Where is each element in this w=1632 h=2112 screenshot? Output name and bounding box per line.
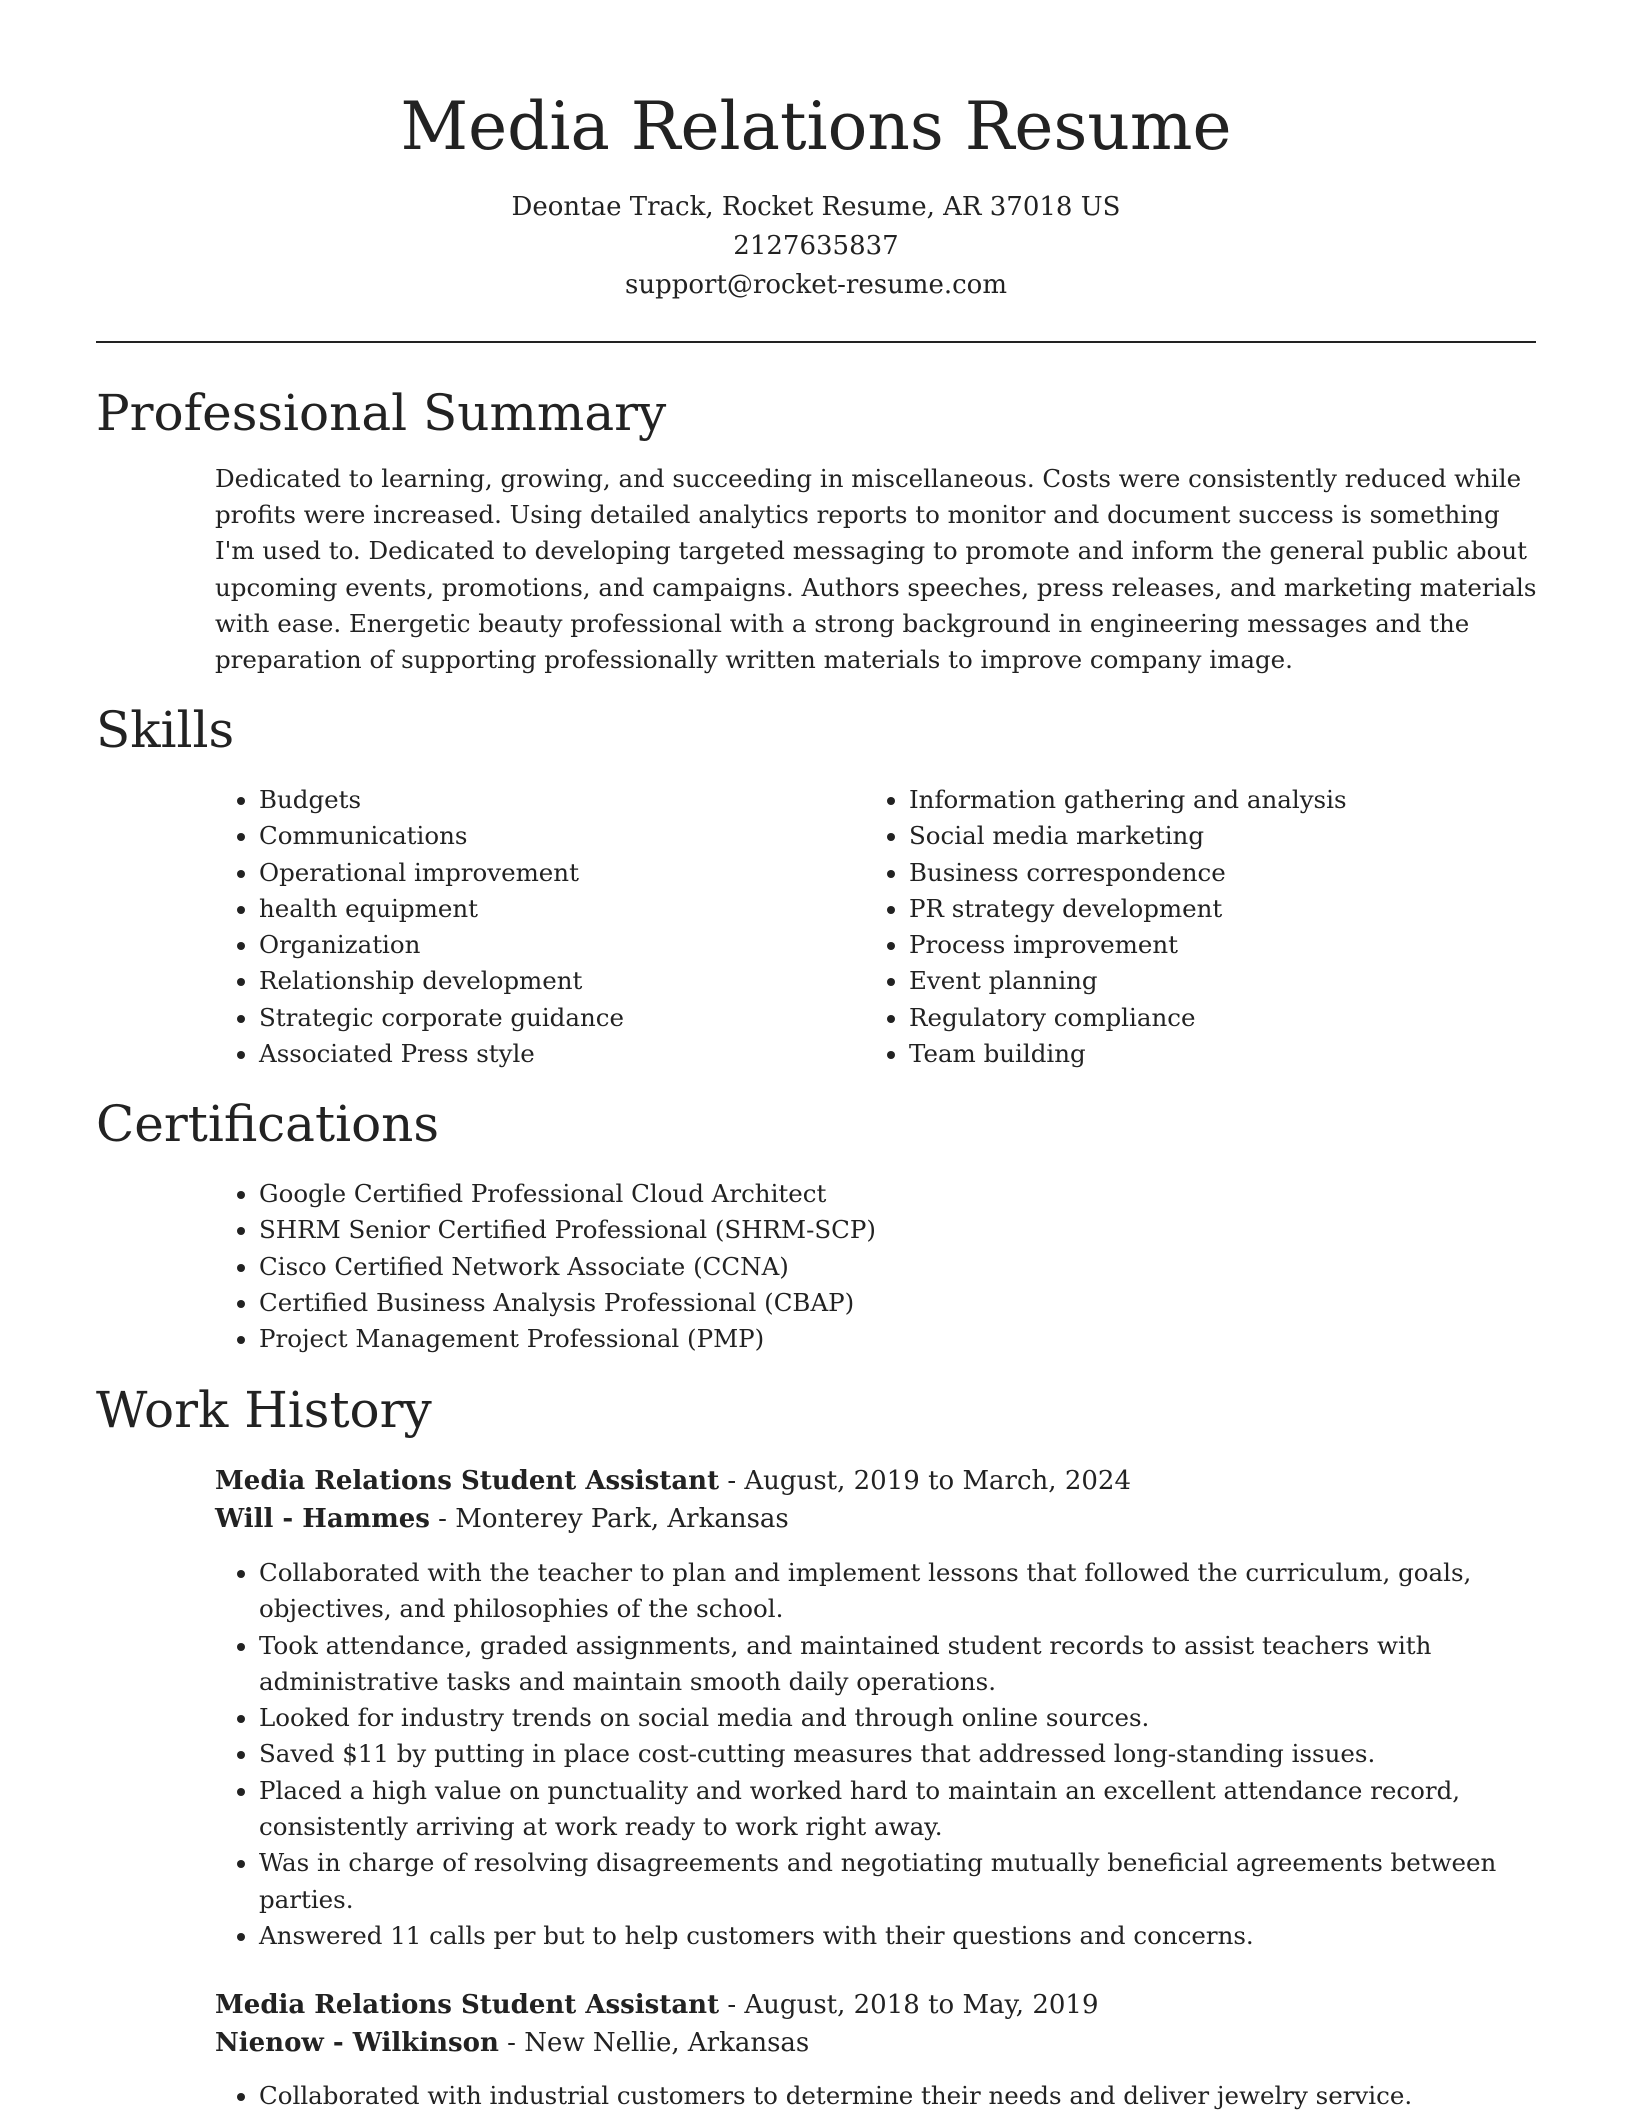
skill-item: • Relationship development: [259, 963, 859, 999]
job-duties-list: [215, 1555, 1499, 1954]
job-duty-item: • Looked for industry trends on social media and through online sources.: [259, 1700, 1499, 1736]
skill-item: • health equipment: [259, 891, 859, 927]
skill-item: • Business correspondence: [909, 855, 1549, 891]
certifications-heading: Certifications: [96, 1095, 440, 1153]
job-duty-item: • Collaborated with industrial customers to determine their needs and deliver jewelry service.: [259, 2078, 1499, 2112]
job-location: - New Nellie, Arkansas: [498, 2028, 810, 2058]
work-history-heading: Work History: [96, 1381, 432, 1439]
job-title: Media Relations Student Assistant: [215, 1466, 720, 1496]
skill-item: • Event planning: [909, 963, 1549, 999]
certification-item: • Project Management Professional (PMP): [259, 1321, 1459, 1357]
skill-item: • Communications: [259, 818, 859, 854]
job-company-line: [215, 2024, 1535, 2062]
job-location: - Monterey Park, Arkansas: [429, 1504, 789, 1534]
job-duty-item: • Placed a high value on punctuality and worked hard to maintain an excellent attendance record, consistently arriving at work ready to work right away.: [259, 1773, 1499, 1846]
certification-item: • Google Certified Professional Cloud Architect: [259, 1176, 1459, 1212]
header-divider: [96, 341, 1536, 343]
resume-header: [96, 82, 1536, 305]
certifications-list: [215, 1176, 1459, 1357]
summary-heading: Professional Summary: [96, 384, 667, 442]
skill-item: • Associated Press style: [259, 1036, 859, 1072]
contact-email: support@rocket-resume.com: [624, 270, 1007, 300]
skill-item: • PR strategy development: [909, 891, 1549, 927]
job-title-line: [215, 1462, 1535, 1500]
job-company: Will - Hammes: [215, 1504, 430, 1534]
job-title-line: [215, 1986, 1535, 2024]
skills-heading: Skills: [96, 701, 235, 759]
job-duty-item: • Took attendance, graded assignments, and maintained student records to assist teachers with administrative tasks and maintain smooth daily operations.: [259, 1628, 1499, 1701]
job-company-line: [215, 1500, 1535, 1538]
skill-item: • Process improvement: [909, 927, 1549, 963]
job-dates: - August, 2018 to May, 2019: [719, 1990, 1099, 2020]
skill-item: • Social media marketing: [909, 818, 1549, 854]
skill-item: • Team building: [909, 1036, 1549, 1072]
job-duty-item: • Answered 11 calls per but to help customers with their questions and concerns.: [259, 1918, 1499, 1954]
job-title: Media Relations Student Assistant: [215, 1990, 720, 2020]
certification-item: • Cisco Certified Network Associate (CCNA): [259, 1249, 1459, 1285]
job-duty-item: • Collaborated with the teacher to plan and implement lessons that followed the curriculum, goals, objectives, and philosophies of the school.: [259, 1555, 1499, 1628]
job-duties-list: [215, 2078, 1499, 2112]
job-company: Nienow - Wilkinson: [215, 2028, 499, 2058]
job-duty-item: • Was in charge of resolving disagreements and negotiating mutually beneficial agreements between parties.: [259, 1845, 1499, 1918]
skill-item: • Budgets: [259, 782, 859, 818]
skill-item: • Organization: [259, 927, 859, 963]
skills-list-right: [865, 782, 1549, 1072]
certification-item: • SHRM Senior Certified Professional (SHRM-SCP): [259, 1212, 1459, 1248]
job-duty-item: • Saved $11 by putting in place cost-cutting measures that addressed long-standing issues.: [259, 1736, 1499, 1772]
certification-item: • Certified Business Analysis Professional (CBAP): [259, 1285, 1459, 1321]
skill-item: • Information gathering and analysis: [909, 782, 1549, 818]
skill-item: • Operational improvement: [259, 855, 859, 891]
resume-title: Media Relations Resume: [400, 88, 1232, 165]
skills-list-left: [215, 782, 859, 1072]
skill-item: • Regulatory compliance: [909, 1000, 1549, 1036]
contact-address: Deontae Track, Rocket Resume, AR 37018 US: [511, 192, 1121, 222]
skill-item: • Strategic corporate guidance: [259, 1000, 859, 1036]
contact-phone: 2127635837: [733, 231, 899, 261]
summary-text: Dedicated to learning, growing, and succeeding in miscellaneous. Costs were consistently reduced while profits were increased. Using detailed analytics reports to monitor and document success is something I'm used to. Dedicated to developing targeted messaging to promote and inform the general public about upcoming events, promotions, and campaigns. Authors speeches, press releases, and marketing materials with ease. Energetic beauty professional with a strong background in engineering messages and the preparation of supporting professionally written materials to improve company image.: [215, 464, 1537, 675]
job-dates: - August, 2019 to March, 2024: [719, 1466, 1131, 1496]
